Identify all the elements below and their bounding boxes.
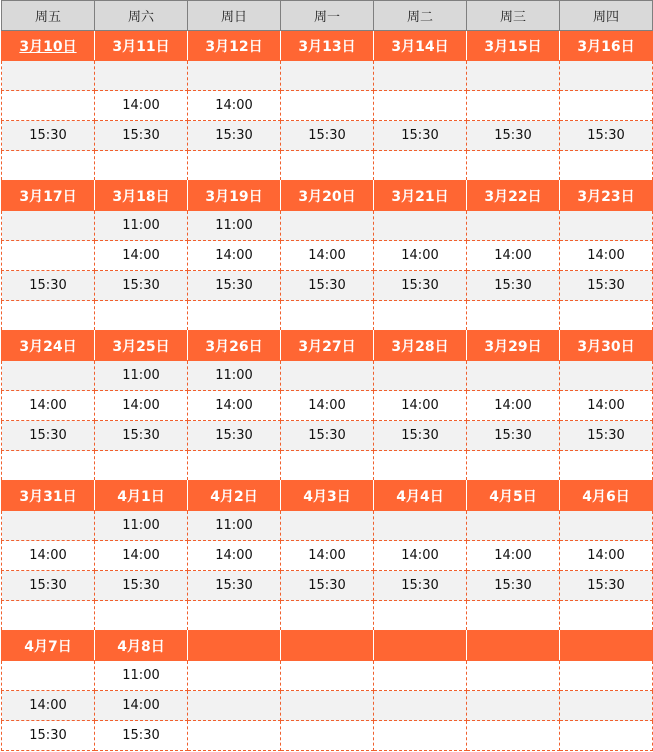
date-row (2, 31, 653, 61)
time-slot-cell: 15:30 (95, 421, 188, 451)
time-row (2, 211, 653, 241)
time-row (2, 541, 653, 571)
time-row (2, 121, 653, 151)
time-slot-cell: 14:00 (281, 541, 374, 571)
time-slot-cell: 15:30 (374, 421, 467, 451)
time-row (2, 271, 653, 301)
time-slot-cell: 15:30 (560, 271, 653, 301)
time-slot-cell (95, 61, 188, 91)
time-slot-cell (374, 211, 467, 241)
time-slot-cell: 15:30 (2, 421, 95, 451)
date-cell: 3月13日 (281, 31, 374, 61)
time-row (2, 151, 653, 181)
time-slot-cell: 15:30 (188, 571, 281, 601)
time-slot-cell: 14:00 (467, 241, 560, 271)
time-row (2, 511, 653, 541)
time-slot-cell: 11:00 (95, 211, 188, 241)
time-slot-cell: 15:30 (188, 271, 281, 301)
time-slot-cell: 15:30 (2, 571, 95, 601)
time-slot-cell (281, 691, 374, 721)
time-slot-cell (281, 661, 374, 691)
schedule-table (1, 0, 653, 751)
time-slot-cell: 15:30 (560, 571, 653, 601)
time-slot-cell: 15:30 (281, 571, 374, 601)
time-slot-cell: 15:30 (2, 721, 95, 751)
time-slot-cell (95, 451, 188, 481)
date-row (2, 631, 653, 661)
time-slot-cell (188, 301, 281, 331)
time-slot-cell (95, 301, 188, 331)
time-slot-cell (188, 721, 281, 751)
date-cell: 3月19日 (188, 181, 281, 211)
time-slot-cell (281, 211, 374, 241)
date-cell (467, 631, 560, 661)
time-slot-cell (95, 151, 188, 181)
time-slot-cell (2, 151, 95, 181)
time-slot-cell: 14:00 (281, 391, 374, 421)
time-slot-cell (467, 601, 560, 631)
date-row (2, 331, 653, 361)
date-cell: 3月23日 (560, 181, 653, 211)
time-slot-cell: 14:00 (2, 391, 95, 421)
time-row (2, 301, 653, 331)
time-slot-cell: 15:30 (281, 421, 374, 451)
date-cell: 4月2日 (188, 481, 281, 511)
time-slot-cell: 11:00 (95, 511, 188, 541)
time-row (2, 91, 653, 121)
time-slot-cell: 14:00 (188, 541, 281, 571)
time-slot-cell (2, 241, 95, 271)
time-slot-cell (374, 451, 467, 481)
time-slot-cell (374, 91, 467, 121)
time-slot-cell: 15:30 (467, 421, 560, 451)
date-cell (188, 631, 281, 661)
time-slot-cell (560, 721, 653, 751)
time-slot-cell: 14:00 (281, 241, 374, 271)
time-slot-cell (467, 691, 560, 721)
time-slot-cell: 14:00 (95, 541, 188, 571)
time-row (2, 361, 653, 391)
time-slot-cell (188, 661, 281, 691)
time-slot-cell: 15:30 (95, 271, 188, 301)
time-slot-cell (560, 451, 653, 481)
time-slot-cell (467, 451, 560, 481)
time-slot-cell: 15:30 (188, 421, 281, 451)
time-slot-cell (467, 61, 560, 91)
time-slot-cell: 15:30 (281, 121, 374, 151)
time-slot-cell: 15:30 (281, 271, 374, 301)
time-row (2, 601, 653, 631)
time-slot-cell (188, 691, 281, 721)
time-slot-cell (188, 151, 281, 181)
date-cell: 4月6日 (560, 481, 653, 511)
time-slot-cell (2, 451, 95, 481)
date-cell: 4月5日 (467, 481, 560, 511)
time-slot-cell: 15:30 (95, 721, 188, 751)
time-slot-cell (188, 451, 281, 481)
time-slot-cell (560, 211, 653, 241)
date-cell: 3月17日 (2, 181, 95, 211)
time-slot-cell: 15:30 (95, 121, 188, 151)
time-slot-cell (2, 211, 95, 241)
time-slot-cell (560, 511, 653, 541)
time-slot-cell: 14:00 (560, 391, 653, 421)
date-cell[interactable] (2, 31, 95, 61)
date-cell: 3月28日 (374, 331, 467, 361)
time-slot-cell: 14:00 (467, 541, 560, 571)
time-slot-cell (467, 301, 560, 331)
time-slot-cell (467, 151, 560, 181)
time-slot-cell (467, 361, 560, 391)
date-cell: 3月16日 (560, 31, 653, 61)
date-cell: 3月11日 (95, 31, 188, 61)
time-slot-cell (281, 61, 374, 91)
weekday-sat: 周六 (95, 1, 188, 31)
time-row (2, 721, 653, 751)
time-slot-cell (374, 151, 467, 181)
date-cell: 4月4日 (374, 481, 467, 511)
time-slot-cell (2, 511, 95, 541)
time-slot-cell (560, 691, 653, 721)
time-slot-cell (281, 511, 374, 541)
time-row (2, 61, 653, 91)
time-slot-cell (467, 661, 560, 691)
time-slot-cell (281, 601, 374, 631)
time-slot-cell (560, 151, 653, 181)
weekday-tue: 周二 (374, 1, 467, 31)
time-slot-cell: 15:30 (374, 571, 467, 601)
time-slot-cell (281, 451, 374, 481)
time-slot-cell: 14:00 (95, 91, 188, 121)
time-slot-cell (2, 301, 95, 331)
time-slot-cell: 11:00 (188, 361, 281, 391)
date-cell: 4月1日 (95, 481, 188, 511)
time-slot-cell: 15:30 (374, 271, 467, 301)
time-row (2, 571, 653, 601)
time-slot-cell (281, 91, 374, 121)
time-slot-cell (374, 601, 467, 631)
time-slot-cell (374, 511, 467, 541)
time-slot-cell: 14:00 (188, 241, 281, 271)
date-cell: 3月25日 (95, 331, 188, 361)
time-slot-cell: 14:00 (374, 241, 467, 271)
time-slot-cell (281, 301, 374, 331)
time-slot-cell: 11:00 (95, 361, 188, 391)
time-slot-cell (281, 721, 374, 751)
time-slot-cell: 15:30 (374, 121, 467, 151)
time-slot-cell (467, 721, 560, 751)
time-slot-cell (374, 721, 467, 751)
time-slot-cell: 14:00 (374, 391, 467, 421)
date-cell: 3月24日 (2, 331, 95, 361)
date-cell: 4月8日 (95, 631, 188, 661)
weekday-header-row (2, 1, 653, 31)
date-cell: 3月30日 (560, 331, 653, 361)
time-row (2, 391, 653, 421)
time-slot-cell (2, 91, 95, 121)
time-slot-cell: 15:30 (188, 121, 281, 151)
date-row (2, 481, 653, 511)
date-cell: 3月21日 (374, 181, 467, 211)
date-link[interactable]: 3月10日 (19, 38, 77, 55)
time-slot-cell: 15:30 (560, 421, 653, 451)
time-slot-cell (95, 601, 188, 631)
time-row (2, 451, 653, 481)
time-slot-cell: 14:00 (374, 541, 467, 571)
time-slot-cell: 14:00 (95, 691, 188, 721)
time-slot-cell: 14:00 (188, 91, 281, 121)
time-slot-cell: 15:30 (467, 121, 560, 151)
time-row (2, 421, 653, 451)
date-cell: 3月15日 (467, 31, 560, 61)
time-slot-cell: 11:00 (95, 661, 188, 691)
time-slot-cell (560, 361, 653, 391)
time-slot-cell: 15:30 (467, 271, 560, 301)
time-slot-cell (560, 91, 653, 121)
date-cell (374, 631, 467, 661)
time-slot-cell (374, 691, 467, 721)
date-cell: 3月29日 (467, 331, 560, 361)
time-slot-cell (560, 661, 653, 691)
time-slot-cell: 14:00 (560, 241, 653, 271)
time-slot-cell (281, 151, 374, 181)
date-cell (560, 631, 653, 661)
time-slot-cell: 14:00 (95, 241, 188, 271)
time-slot-cell (2, 601, 95, 631)
time-slot-cell: 14:00 (2, 691, 95, 721)
time-slot-cell (281, 361, 374, 391)
date-cell (281, 631, 374, 661)
time-slot-cell: 14:00 (2, 541, 95, 571)
time-slot-cell (560, 301, 653, 331)
time-slot-cell: 15:30 (2, 121, 95, 151)
date-row (2, 181, 653, 211)
time-slot-cell: 14:00 (188, 391, 281, 421)
date-cell: 4月7日 (2, 631, 95, 661)
time-slot-cell (467, 211, 560, 241)
weekday-wed: 周三 (467, 1, 560, 31)
date-cell: 3月22日 (467, 181, 560, 211)
time-row (2, 661, 653, 691)
time-slot-cell: 14:00 (467, 391, 560, 421)
time-slot-cell: 14:00 (560, 541, 653, 571)
time-slot-cell: 15:30 (95, 571, 188, 601)
date-cell: 3月20日 (281, 181, 374, 211)
date-cell: 3月14日 (374, 31, 467, 61)
time-slot-cell: 15:30 (2, 271, 95, 301)
time-slot-cell: 15:30 (560, 121, 653, 151)
time-slot-cell: 11:00 (188, 511, 281, 541)
time-slot-cell (374, 61, 467, 91)
time-slot-cell (560, 601, 653, 631)
time-slot-cell (374, 361, 467, 391)
date-cell: 3月12日 (188, 31, 281, 61)
time-slot-cell (467, 91, 560, 121)
time-slot-cell: 11:00 (188, 211, 281, 241)
time-slot-cell (188, 601, 281, 631)
time-slot-cell (374, 301, 467, 331)
date-cell: 3月31日 (2, 481, 95, 511)
time-slot-cell (467, 511, 560, 541)
time-row (2, 691, 653, 721)
weekday-fri: 周五 (2, 1, 95, 31)
time-slot-cell (560, 61, 653, 91)
time-row (2, 241, 653, 271)
date-cell: 3月26日 (188, 331, 281, 361)
time-slot-cell: 14:00 (95, 391, 188, 421)
weekday-mon: 周一 (281, 1, 374, 31)
date-cell: 3月18日 (95, 181, 188, 211)
date-cell: 3月27日 (281, 331, 374, 361)
time-slot-cell (2, 661, 95, 691)
time-slot-cell: 15:30 (467, 571, 560, 601)
date-cell: 4月3日 (281, 481, 374, 511)
time-slot-cell (374, 661, 467, 691)
weekday-sun: 周日 (188, 1, 281, 31)
time-slot-cell (188, 61, 281, 91)
weekday-thu: 周四 (560, 1, 653, 31)
schedule-body (2, 31, 653, 751)
time-slot-cell (2, 61, 95, 91)
time-slot-cell (2, 361, 95, 391)
